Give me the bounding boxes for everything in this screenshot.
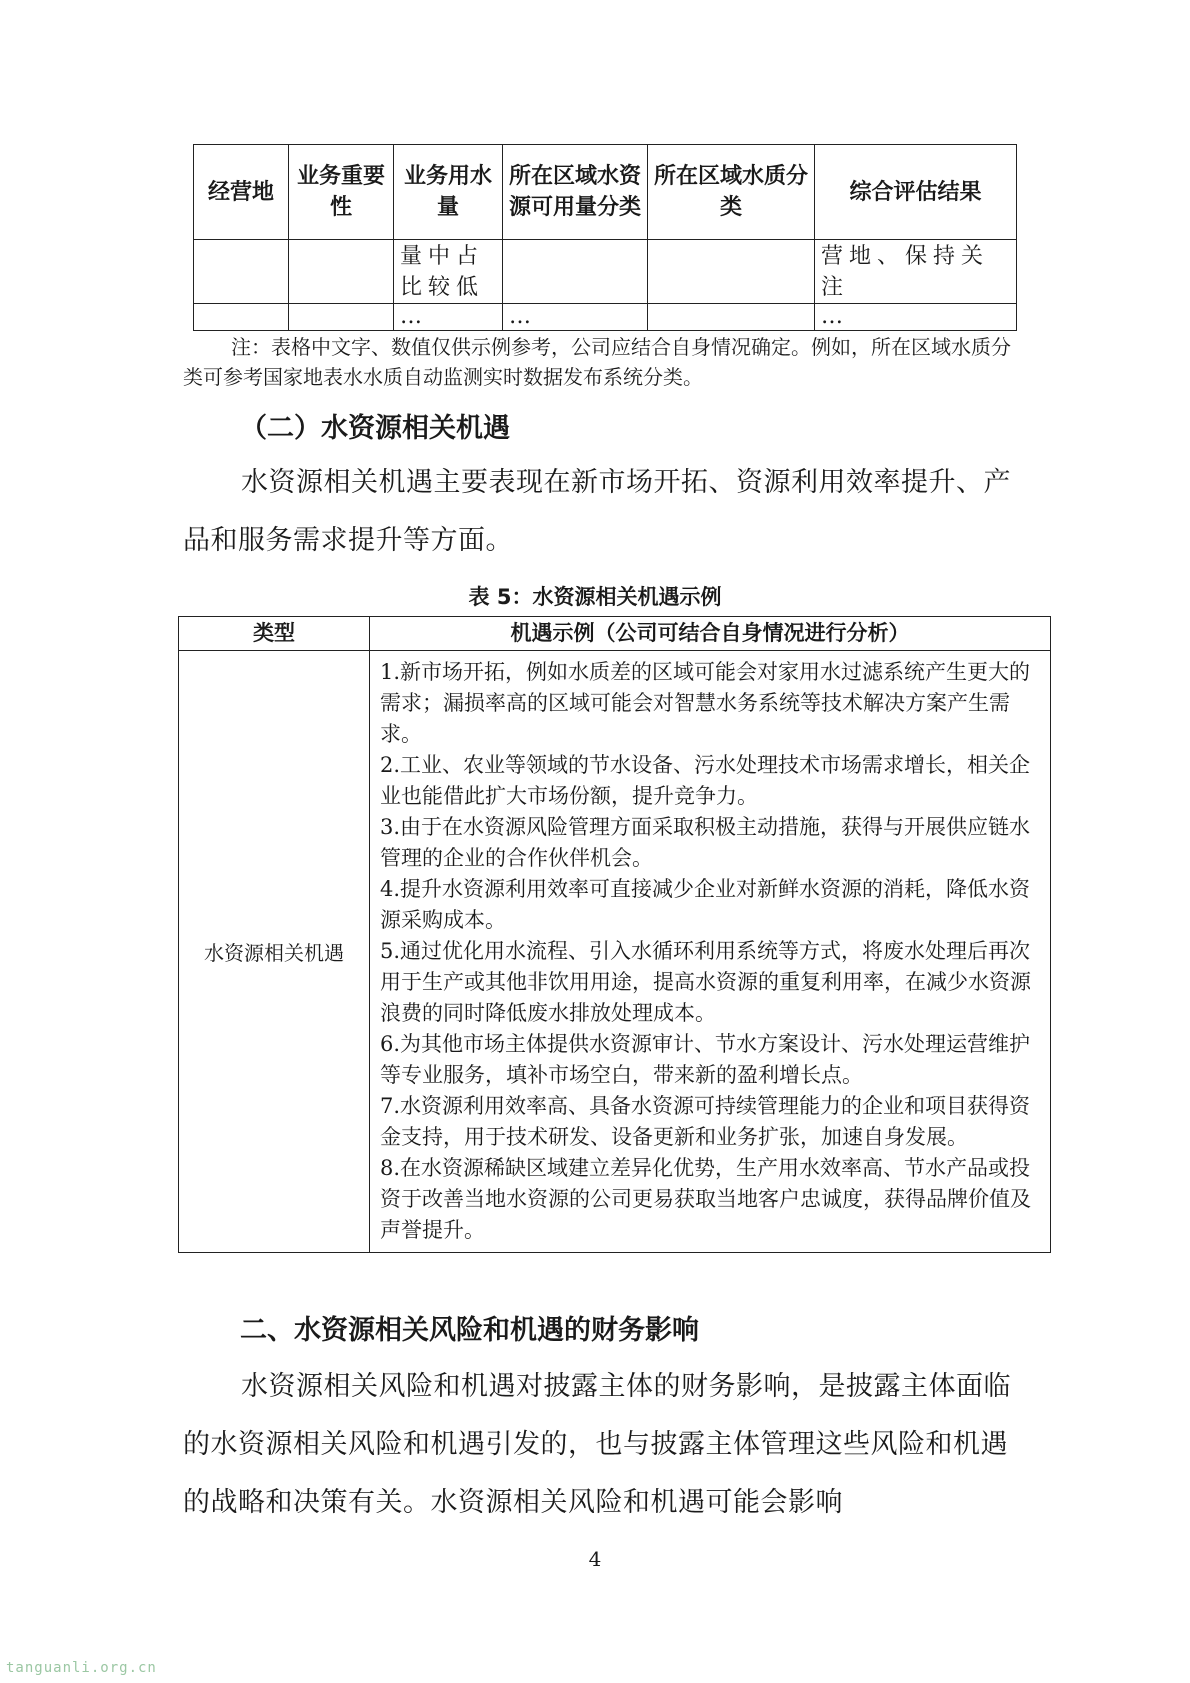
watermark: tanguanli.org.cn [6, 1660, 157, 1676]
paragraph-text: 水资源相关机遇主要表现在新市场开拓、资源利用效率提升、产品和服务需求提升等方面。 [183, 467, 1011, 556]
table-cell: … [394, 304, 503, 331]
table-header-cell: 经营地 [194, 145, 289, 240]
opportunity-item: 7.水资源利用效率高、具备水资源可持续管理能力的企业和项目获得资金支持，用于技术研发、设备更新和业务扩张，加速自身发展。 [380, 1094, 1031, 1149]
opportunity-item: 1.新市场开拓，例如水质差的区域可能会对家用水过滤系统产生更大的需求；漏损率高的区域可能会对智慧水务系统等技术解决方案产生需求。 [380, 660, 1031, 746]
page-number: 4 [588, 1547, 602, 1571]
table-cell [194, 304, 289, 331]
section-heading: （二）水资源相关机遇 [240, 413, 510, 444]
table-header-row [179, 617, 1051, 651]
table-header-cell: 所在区域水资源可用量分类 [503, 145, 648, 240]
table-header-cell: 业务重要性 [289, 145, 394, 240]
table-header-cell: 业务用水量 [394, 145, 503, 240]
table-note [183, 332, 1023, 392]
table-cell [648, 304, 815, 331]
table-header-cell: 机遇示例（公司可结合自身情况进行分析） [370, 617, 1051, 651]
table-cell [194, 240, 289, 304]
opportunity-item: 4.提升水资源利用效率可直接减少企业对新鲜水资源的消耗，降低水资源采购成本。 [380, 877, 1031, 932]
assessment-table [193, 144, 1017, 331]
section-heading: 二、水资源相关风险和机遇的财务影响 [240, 1315, 699, 1346]
table-cell [289, 304, 394, 331]
table-note-text: 注：表格中文字、数值仅供示例参考，公司应结合自身情况确定。例如，所在区域水质分类可参考国家地表水水质自动监测实时数据发布系统分类。 [183, 335, 1011, 389]
body-paragraph [183, 1358, 1033, 1532]
opportunity-item: 3.由于在水资源风险管理方面采取积极主动措施，获得与开展供应链水管理的企业的合作伙伴机会。 [380, 815, 1031, 870]
table-header-row [194, 145, 1017, 240]
table-row [194, 304, 1017, 331]
table-row [194, 240, 1017, 304]
table-cell: … [815, 304, 1017, 331]
paragraph-text: 水资源相关风险和机遇对披露主体的财务影响，是披露主体面临的水资源相关风险和机遇引发的，也与披露主体管理这些风险和机遇的战略和决策有关。水资源相关风险和机遇可能会影响 [183, 1371, 1011, 1518]
opportunity-item: 5.通过优化用水流程、引入水循环利用系统等方式，将废水处理后再次用于生产或其他非饮用用途，提高水资源的重复利用率，在减少水资源浪费的同时降低废水排放处理成本。 [380, 939, 1031, 1025]
opportunity-item: 6.为其他市场主体提供水资源审计、节水方案设计、污水处理运营维护等专业服务，填补市场空白，带来新的盈利增长点。 [380, 1032, 1031, 1087]
opportunity-item: 2.工业、农业等领域的节水设备、污水处理技术市场需求增长，相关企业也能借此扩大市场份额，提升竞争力。 [380, 753, 1031, 808]
table-cell: … [503, 304, 648, 331]
table-header-cell: 类型 [179, 617, 370, 651]
table-cell [503, 240, 648, 304]
table-header-cell: 综合评估结果 [815, 145, 1017, 240]
opportunity-examples-cell [370, 651, 1051, 1253]
opportunities-table [178, 616, 1051, 1253]
table-caption: 表 5：水资源相关机遇示例 [468, 585, 722, 609]
opportunity-type-cell: 水资源相关机遇 [179, 651, 370, 1253]
body-paragraph [183, 454, 1033, 570]
table-cell: 营地、保持关注 [815, 240, 1017, 304]
table-header-cell: 所在区域水质分类 [648, 145, 815, 240]
table-row [179, 651, 1051, 1253]
table-cell: 量中占比较低 [394, 240, 503, 304]
table-cell [648, 240, 815, 304]
opportunity-item: 8.在水资源稀缺区域建立差异化优势，生产用水效率高、节水产品或投资于改善当地水资源的公司更易获取当地客户忠诚度，获得品牌价值及声誉提升。 [380, 1156, 1031, 1242]
table-cell [289, 240, 394, 304]
